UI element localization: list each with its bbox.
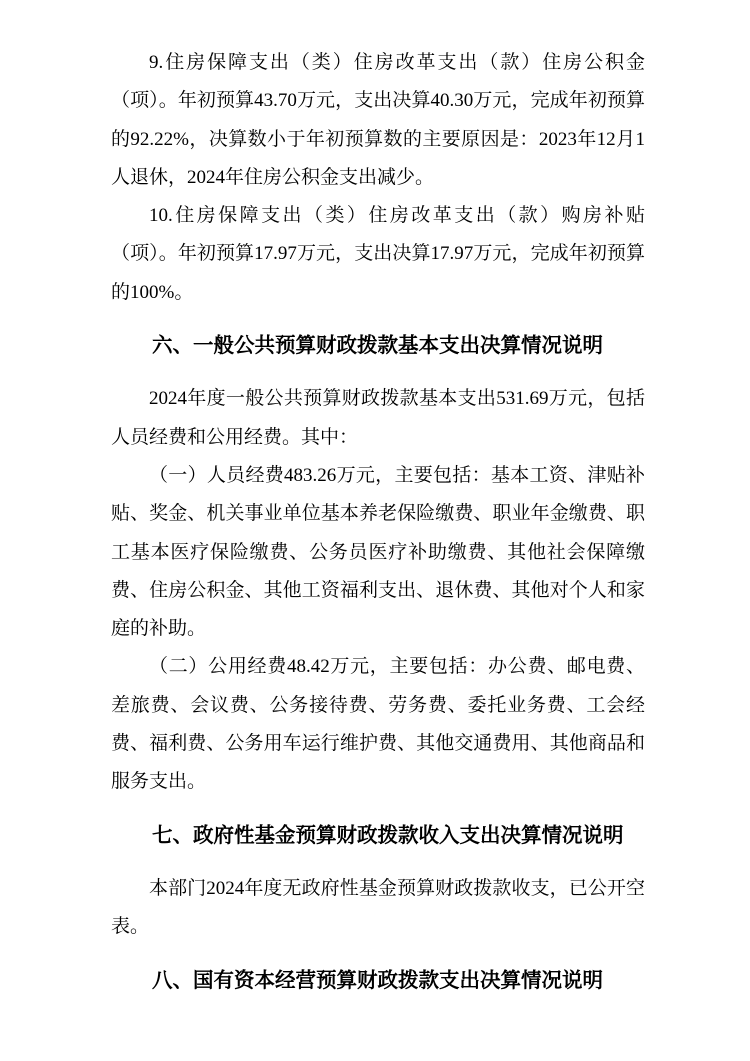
heading-section-7-government-fund-budget: 七、政府性基金预算财政拨款收入支出决算情况说明 <box>152 823 624 847</box>
para-personnel-funds-detail: （一）人员经费483.26万元，主要包括：基本工资、津贴补贴、奖金、机关事业单位基本养老保险缴费、职业年金缴费、职工基本医疗保险缴费、公务员医疗补助缴费、其他社会保障缴费、住房公积金、其他工资福利支出、退休费、其他对个人和家庭的补助。 <box>111 464 645 640</box>
para-basic-expenditure-overview: 2024年度一般公共预算财政拨款基本支出531.69万元，包括人员经费和公用经费。其中： <box>111 388 645 448</box>
para-government-fund-budget-note: 本部门2024年度无政府性基金预算财政拨款收支，已公开空表。 <box>111 877 645 938</box>
para-item-9-housing-provident-fund: 9.住房保障支出（类）住房改革支出（款）住房公积金（项）。年初预算43.70万元，支出决算40.30万元，完成年初预算的92.22%，决算数小于年初预算数的主要原因是：2023年12月1人退休，2024年住房公积金支出减少。 <box>111 52 645 188</box>
para-item-10-home-purchase-subsidy: 10.住房保障支出（类）住房改革支出（款）购房补贴（项）。年初预算17.97万元，支出决算17.97万元，完成年初预算的100%。 <box>111 205 645 303</box>
heading-section-8-state-capital-budget: 八、国有资本经营预算财政拨款支出决算情况说明 <box>152 968 603 992</box>
heading-section-6-basic-expenditure: 六、一般公共预算财政拨款基本支出决算情况说明 <box>152 334 603 358</box>
para-public-funds-detail: （二）公用经费48.42万元，主要包括：办公费、邮电费、差旅费、会议费、公务接待费、劳务费、委托业务费、工会经费、福利费、公务用车运行维护费、其他交通费用、其他商品和服务支出。 <box>111 656 645 793</box>
